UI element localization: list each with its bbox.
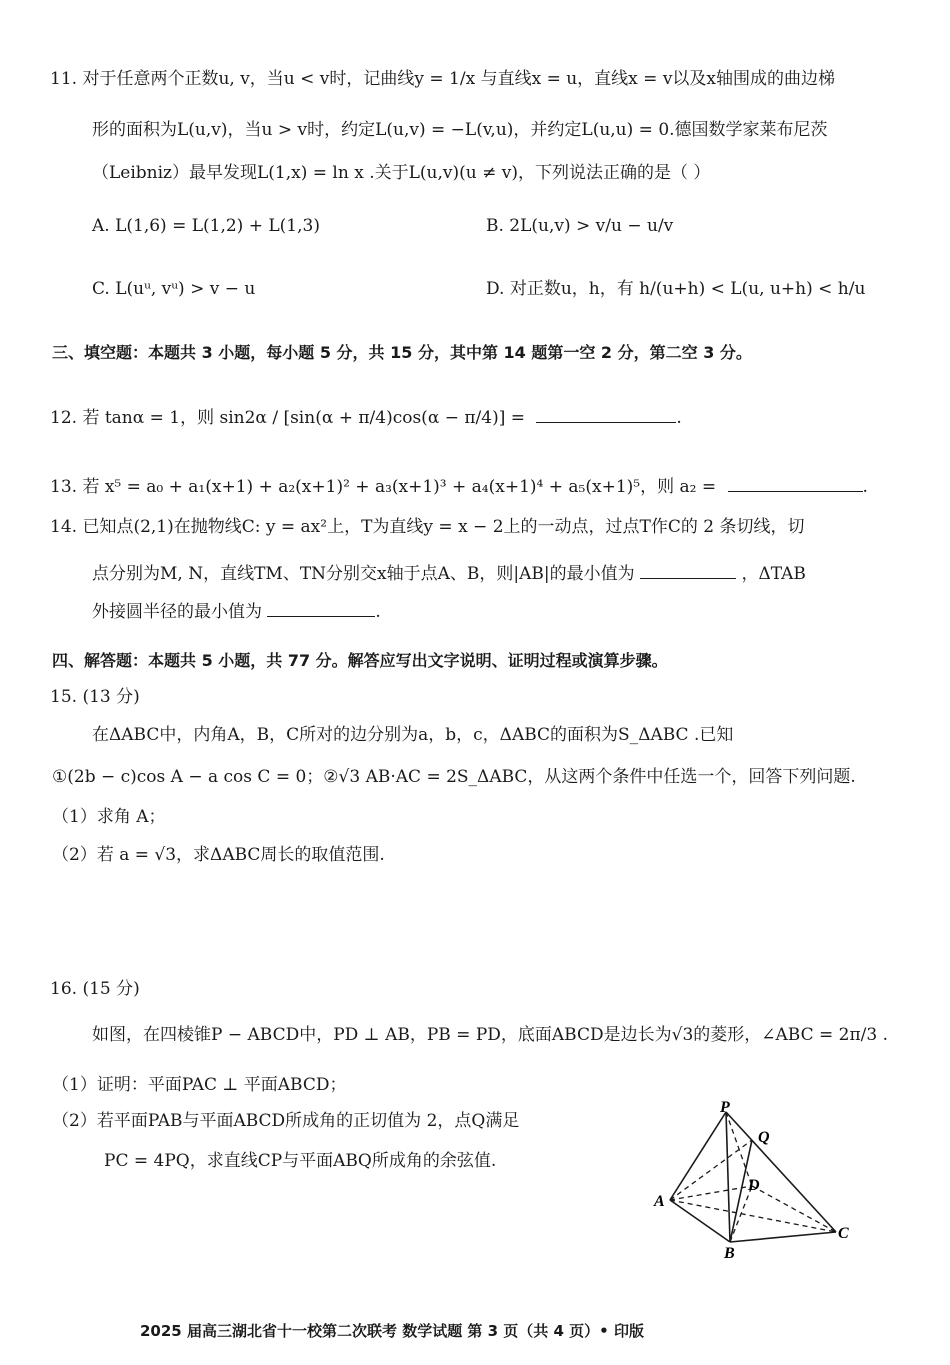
q14-line2 <box>92 560 806 585</box>
q16-heading: 16. (15 分) <box>50 979 140 999</box>
q14-line3: 外接圆半径的最小值为 . <box>92 598 381 623</box>
edge-bc <box>730 1232 836 1242</box>
q14-blank-1 <box>640 560 736 579</box>
q14-blank-2 <box>267 598 375 617</box>
q15-part2: （2）若 a = √3，求ΔABC周长的取值范围. <box>52 845 385 865</box>
pyramid-figure <box>648 1100 868 1260</box>
section-3-heading: 三、填空题：本题共 3 小题，每小题 5 分，共 15 分，其中第 14 题第一空 2 分，第二空 3 分。 <box>52 343 752 362</box>
edge-aq <box>670 1140 752 1200</box>
label-d: D <box>748 1177 760 1194</box>
q11-line2: 形的面积为L(u,v)，当u > v时，约定L(u,v) = −L(v,u)，并约定L(u,u) = 0.德国数学家莱布尼茨 <box>92 120 828 140</box>
q13-stem: 13. 若 x⁵ = a₀ + a₁(x+1) + a₂(x+1)² + a₃(x+1)³ + a₄(x+1)⁴ + a₅(x+1)⁵，则 a₂ = <box>50 477 717 497</box>
q16-part2-line1: （2）若平面PAB与平面ABCD所成角的正切值为 2，点Q满足 <box>52 1111 520 1131</box>
label-b: B <box>724 1245 735 1260</box>
q15-line1: 在ΔABC中，内角A，B，C所对的边分别为a，b，c，ΔABC的面积为S_ΔABC .已知 <box>92 725 734 745</box>
q16-line1: 如图，在四棱锥P − ABCD中，PD ⊥ AB，PB = PD，底面ABCD是边长为√3的菱形，∠ABC = 2π/3 . <box>92 1025 888 1045</box>
q13-text: 13. 若 x⁵ = a₀ + a₁(x+1) + a₂(x+1)² + a₃(x+1)³ + a₄(x+1)⁴ + a₅(x+1)⁵，则 a₂ = . <box>50 473 868 498</box>
q14-line3-text: 外接圆半径的最小值为 <box>92 602 262 622</box>
q11-option-b: B. 2L(u,v) > v/u − u/v <box>486 216 674 236</box>
q14-line1: 14. 已知点(2,1)在抛物线C: y = ax²上，T为直线y = x − 2上的一动点，过点T作C的 2 条切线，切 <box>50 517 805 537</box>
q11-option-d: D. 对正数u，h，有 h/(u+h) < L(u, u+h) < h/u <box>486 279 866 299</box>
q13-answer-blank <box>728 473 863 492</box>
q12-answer-blank <box>536 404 676 423</box>
q16-part2-line2: PC = 4PQ，求直线CP与平面ABQ所成角的余弦值. <box>104 1151 497 1171</box>
label-q: Q <box>758 1129 770 1146</box>
q14-line2-text: 点分别为M, N，直线TM、TN分别交x轴于点A、B，则|AB|的最小值为 <box>92 564 635 584</box>
q12-stem: 12. 若 tanα = 1，则 sin2α / [sin(α + π/4)cos(α − π/4)] = <box>50 408 525 428</box>
q15-part1: （1）求角 A； <box>52 807 166 827</box>
label-a: A <box>654 1193 665 1210</box>
q15-line2: ①(2b − c)cos A − a cos C = 0；②√3 AB·AC = 2S_ΔABC，从这两个条件中任选一个，回答下列问题. <box>52 767 856 787</box>
q11-option-c: C. L(uᵘ, vᵘ) > v − u <box>92 279 256 299</box>
edge-dc <box>752 1186 836 1232</box>
q15-heading: 15. (13 分) <box>50 687 140 707</box>
page-footer: 2025 届高三湖北省十一校第二次联考 数学试题 第 3 页（共 4 页）• 印版 <box>140 1322 644 1340</box>
q12-text: 12. 若 tanα = 1，则 sin2α / [sin(α + π/4)cos(α − π/4)] = . <box>50 404 682 429</box>
q16-part1: （1）证明：平面PAC ⊥ 平面ABCD； <box>52 1075 347 1095</box>
q11-line1: 11. 对于任意两个正数u, v，当u < v时，记曲线y = 1/x 与直线x = u，直线x = v以及x轴围成的曲边梯 <box>50 69 836 89</box>
section-4-heading: 四、解答题：本题共 5 小题，共 77 分。解答应写出文字说明、证明过程或演算步骤。 <box>52 651 668 670</box>
q11-line3: （Leibniz）最早发现L(1,x) = ln x .关于L(u,v)(u ≠ v)，下列说法正确的是（ ） <box>92 163 711 183</box>
label-c: C <box>838 1225 849 1242</box>
label-p: P <box>720 1100 730 1116</box>
q11-option-a: A. L(1,6) = L(1,2) + L(1,3) <box>92 216 320 236</box>
q14-line2-end: ，ΔTAB <box>741 564 806 584</box>
edge-pb <box>726 1112 730 1242</box>
edge-pa <box>670 1112 726 1200</box>
